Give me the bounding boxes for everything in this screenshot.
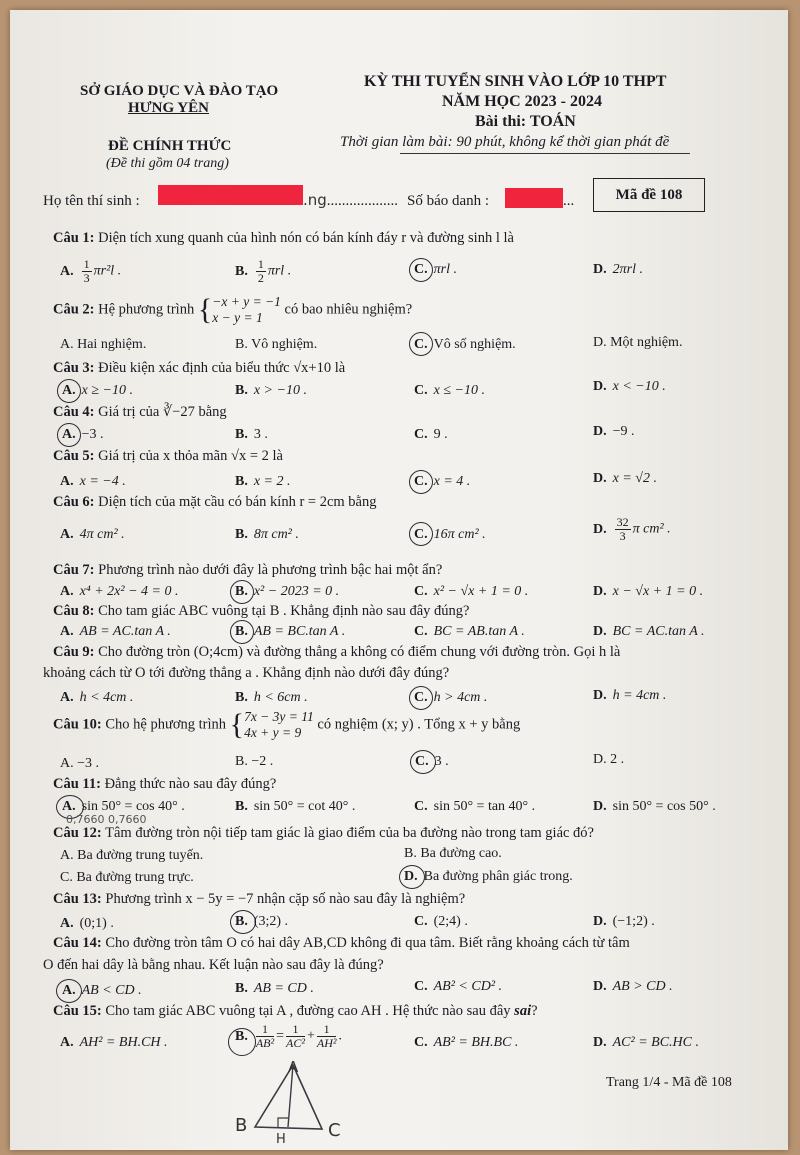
name-tail: .ng................... — [303, 191, 399, 209]
sbd-dots: ... — [563, 193, 575, 209]
sketch-label-h: H — [276, 1132, 286, 1147]
question-5: Câu 5: Giá trị của x thỏa mãn √x = 2 là — [53, 448, 283, 464]
q8-option-a: A. AB = AC.tan A . — [60, 624, 171, 639]
province-name: HƯNG YÊN — [128, 100, 209, 116]
exam-title: KỲ THI TUYỂN SINH VÀO LỚP 10 THPT — [364, 73, 667, 90]
q4-option-a: A. −3 . — [62, 427, 104, 442]
q9-option-b: B. h < 6cm . — [235, 690, 308, 705]
redaction-sbd — [505, 188, 563, 208]
q13-option-b: B. (3;2) . — [235, 914, 289, 929]
q11-option-b: B. sin 50° = cot 40° . — [235, 799, 356, 814]
q5-option-b: B. x = 2 . — [235, 474, 291, 489]
question-15: Câu 15: Cho tam giác ABC vuông tại A , đường cao AH . Hệ thức nào sau đây sai? — [53, 1003, 538, 1019]
q15-option-b: B. $\frac{1}{\text{AB²}}$ = $\frac{1}{\text{AC²}}$ + $\frac{1}{\text{AH²}}$ . — [235, 1022, 342, 1050]
q3-option-d: D. x < −10 . — [593, 379, 666, 394]
school-year: NĂM HỌC 2023 - 2024 — [442, 93, 602, 110]
question-7: Câu 7: Phương trình nào dưới đây là phương trình bậc hai một ẩn? — [53, 562, 443, 578]
q13-option-d: D. (−1;2) . — [593, 914, 655, 929]
sketch-label-a: A — [288, 1058, 299, 1076]
q12-option-c: C. Ba đường trung trực. — [60, 870, 194, 885]
q3-option-b: B. x > −10 . — [235, 383, 307, 398]
q2-option-a: A. Hai nghiệm. — [60, 337, 147, 352]
q8-option-d: D. BC = AC.tan A . — [593, 624, 705, 639]
question-2: Câu 2: Hệ phương trình { −x + y = −1 x − y = 1 có bao nhiêu nghiệm? — [53, 293, 413, 326]
q15-option-a: A. AH² = BH.CH . — [60, 1035, 168, 1050]
q10-option-a: A. −3 . — [60, 756, 100, 771]
q9-option-d: D. h = 4cm . — [593, 688, 667, 703]
question-9-line-2: khoảng cách từ O tới đường thẳng a . Khẳng định nào dưới đây đúng? — [43, 665, 450, 681]
question-12: Câu 12: Tâm đường tròn nội tiếp tam giác là giao điểm của ba đường nào trong tam giác đó? — [53, 825, 594, 841]
sketch-label-c: C — [328, 1120, 341, 1141]
subject: Bài thi: TOÁN — [475, 113, 576, 130]
question-11: Câu 11: Đẳng thức nào sau đây đúng? — [53, 776, 277, 792]
q10-option-c: C. 3 . — [415, 754, 449, 769]
q1-option-c: C. πrl . — [414, 262, 457, 277]
q4-option-b: B. 3 . — [235, 427, 268, 442]
q11-option-d: D. sin 50° = cos 50° . — [593, 799, 716, 814]
exam-code-box: Mã đề 108 — [593, 178, 705, 212]
sbd-label: Số báo danh : — [407, 193, 490, 209]
q5-option-a: A. x = −4 . — [60, 474, 126, 489]
q5-option-c: C. x = 4 . — [414, 474, 471, 489]
q2-option-c: C. Vô số nghiệm. — [414, 337, 516, 352]
q7-option-a: A. x⁴ + 2x² − 4 = 0 . — [60, 584, 179, 599]
q14-option-b: B. AB = CD . — [235, 981, 314, 996]
q6-option-b: B. 8π cm² . — [235, 527, 299, 542]
question-3: Câu 3: Điều kiện xác định của biểu thức √x+10 là — [53, 360, 346, 376]
q10-option-d: D. 2 . — [593, 752, 625, 767]
name-label: Họ tên thí sinh : — [43, 193, 140, 209]
header-rule — [400, 153, 690, 154]
q4-option-d: D. −9 . — [593, 424, 635, 439]
pages-note: (Đề thi gồm 04 trang) — [106, 156, 229, 171]
q1-option-b: B. $\frac{1}{2}$ πrl . — [235, 257, 292, 285]
q14-option-a: A. AB < CD . — [62, 983, 142, 998]
question-13: Câu 13: Phương trình x − 5y = −7 nhận cặp số nào sau đây là nghiệm? — [53, 891, 466, 907]
q12-option-a: A. Ba đường trung tuyến. — [60, 848, 204, 863]
q2-option-d: D. Một nghiệm. — [593, 335, 683, 350]
department-name: SỞ GIÁO DỤC VÀ ĐÀO TẠO — [80, 83, 279, 99]
q15-option-d: D. AC² = BC.HC . — [593, 1035, 699, 1050]
q6-option-c: C. 16π cm² . — [414, 527, 486, 542]
q15-option-c: C. AB² = BH.BC . — [414, 1035, 519, 1050]
q3-option-a: A. x ≥ −10 . — [62, 383, 133, 398]
question-8: Câu 8: Cho tam giác ABC vuông tại B . Khẳng định nào sau đây đúng? — [53, 603, 470, 619]
question-4: Câu 4: Giá trị của ∛−27 bằng — [53, 404, 227, 420]
q2-option-b: B. Vô nghiệm. — [235, 337, 318, 352]
question-14-line-2: O đến hai dây là bằng nhau. Kết luận nào sau đây là đúng? — [43, 957, 384, 973]
exam-paper — [10, 10, 788, 1150]
q14-option-c: C. AB² < CD² . — [414, 979, 503, 994]
q12-option-b: B. Ba đường cao. — [404, 846, 502, 861]
sketch-label-b: B — [235, 1115, 248, 1136]
redaction-name — [158, 185, 303, 205]
q13-option-a: A. (0;1) . — [60, 916, 114, 931]
q11-option-c: C. sin 50° = tan 40° . — [414, 799, 536, 814]
q4-option-c: C. 9 . — [414, 427, 448, 442]
q7-option-c: C. x² − √x + 1 = 0 . — [414, 584, 529, 599]
handwritten-note: 0,7660 0,7660 — [66, 813, 147, 826]
q7-option-d: D. x − √x + 1 = 0 . — [593, 584, 704, 599]
q1-option-a: A. $\frac{1}{3}$ πr²l . — [60, 257, 122, 285]
question-6: Câu 6: Diện tích của mặt cầu có bán kính r = 2cm bằng — [53, 494, 377, 510]
q6-option-a: A. 4π cm² . — [60, 527, 125, 542]
question-1: Câu 1: Diện tích xung quanh của hình nón có bán kính đáy r và đường sinh l là — [53, 230, 514, 246]
q11-option-a: A. sin 50° = cos 40° . — [62, 799, 185, 814]
q7-option-b: B. x² − 2023 = 0 . — [235, 584, 340, 599]
q3-option-c: C. x ≤ −10 . — [414, 383, 485, 398]
q1-option-d: D. 2πrl . — [593, 262, 643, 277]
q9-option-c: C. h > 4cm . — [414, 690, 488, 705]
q9-option-a: A. h < 4cm . — [60, 690, 134, 705]
question-9-line-1: Câu 9: Cho đường tròn (O;4cm) và đường thẳng a không có điểm chung với đường tròn. Gọi h là — [53, 644, 621, 660]
q14-option-d: D. AB > CD . — [593, 979, 673, 994]
q13-option-c: C. (2;4) . — [414, 914, 468, 929]
official-label: ĐỀ CHÍNH THỨC — [108, 138, 232, 154]
question-10: Câu 10: Cho hệ phương trình { 7x − 3y = 11 4x + y = 9 có nghiệm (x; y) . Tổng x + y bằng — [53, 708, 521, 741]
page-footer: Trang 1/4 - Mã đề 108 — [606, 1075, 732, 1090]
time-allowed: Thời gian làm bài: 90 phút, không kể thời gian phát đề — [340, 134, 670, 150]
q12-option-d: D. Ba đường phân giác trong. — [404, 869, 573, 884]
q10-option-b: B. −2 . — [235, 754, 274, 769]
q8-option-c: C. BC = AB.tan A . — [414, 624, 525, 639]
q6-option-d: D. $\frac{32}{3}$ π cm² . — [593, 515, 671, 543]
question-14-line-1: Câu 14: Cho đường tròn tâm O có hai dây AB,CD không đi qua tâm. Biết rằng khoảng cách từ tâm — [53, 935, 630, 951]
q5-option-d: D. x = √2 . — [593, 471, 657, 486]
q8-option-b: B. AB = BC.tan A . — [235, 624, 346, 639]
